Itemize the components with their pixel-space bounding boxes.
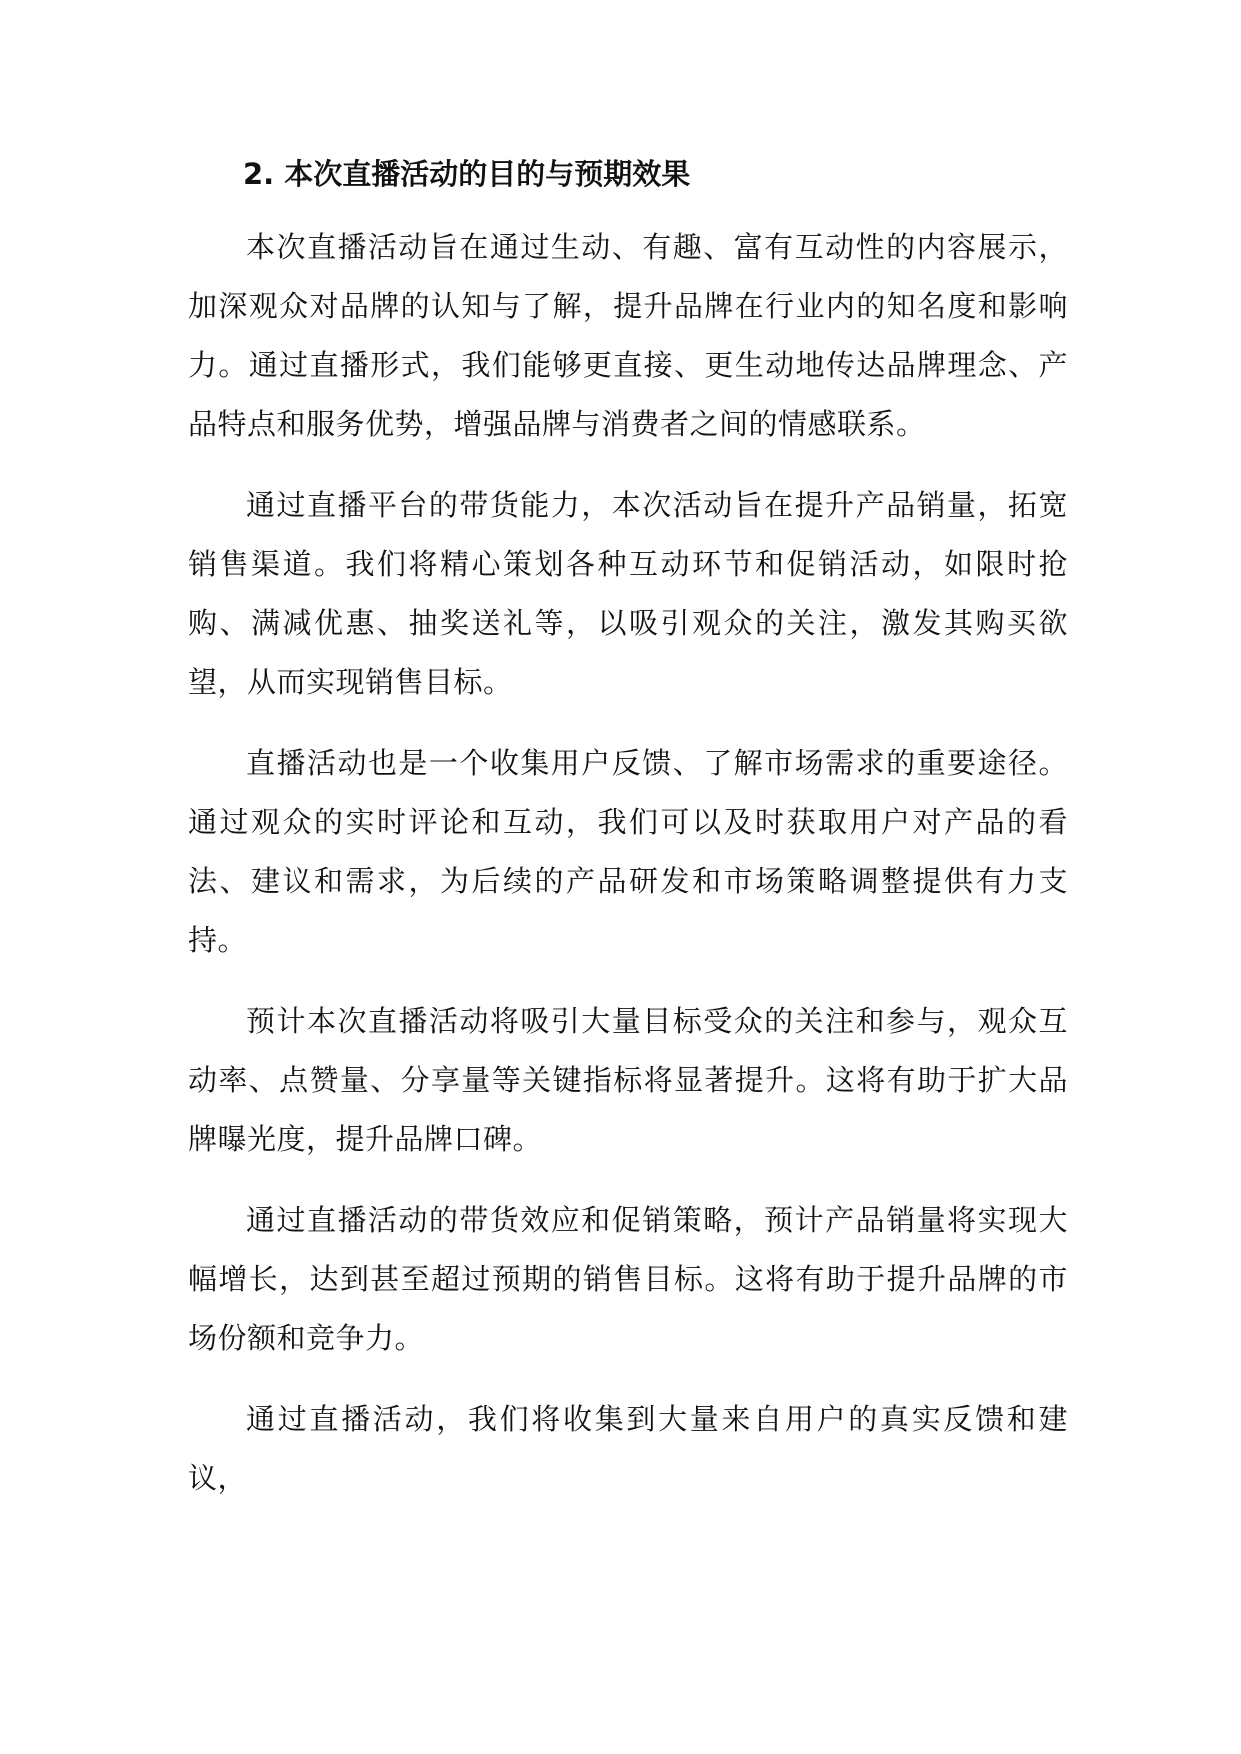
paragraph-engagement-forecast: 预计本次直播活动将吸引大量目标受众的关注和参与，观众互动率、点赞量、分享量等关键指标将显著提升。这将有助于扩大品牌曝光度，提升品牌口碑。 bbox=[188, 1004, 1068, 1156]
section-heading: 2. 本次直播活动的目的与预期效果 bbox=[243, 157, 691, 191]
paragraph-brand-awareness: 本次直播活动旨在通过生动、有趣、富有互动性的内容展示，加深观众对品牌的认知与了解，提升品牌在行业内的知名度和影响力。通过直播形式，我们能够更直接、更生动地传达品牌理念、产品特点和服务优势，增强品牌与消费者之间的情感联系。 bbox=[188, 230, 1068, 441]
paragraph-feedback-collection: 通过直播活动，我们将收集到大量来自用户的真实反馈和建议， bbox=[188, 1402, 1068, 1495]
paragraph-sales-goal: 通过直播平台的带货能力，本次活动旨在提升产品销量，拓宽销售渠道。我们将精心策划各种互动环节和促销活动，如限时抢购、满减优惠、抽奖送礼等，以吸引观众的关注，激发其购买欲望，从而实现销售目标。 bbox=[188, 488, 1068, 699]
paragraph-user-feedback: 直播活动也是一个收集用户反馈、了解市场需求的重要途径。通过观众的实时评论和互动，我们可以及时获取用户对产品的看法、建议和需求，为后续的产品研发和市场策略调整提供有力支持。 bbox=[188, 746, 1068, 957]
document-body bbox=[188, 144, 1068, 1530]
paragraph-sales-forecast: 通过直播活动的带货效应和促销策略，预计产品销量将实现大幅增长，达到甚至超过预期的销售目标。这将有助于提升品牌的市场份额和竞争力。 bbox=[188, 1203, 1068, 1355]
